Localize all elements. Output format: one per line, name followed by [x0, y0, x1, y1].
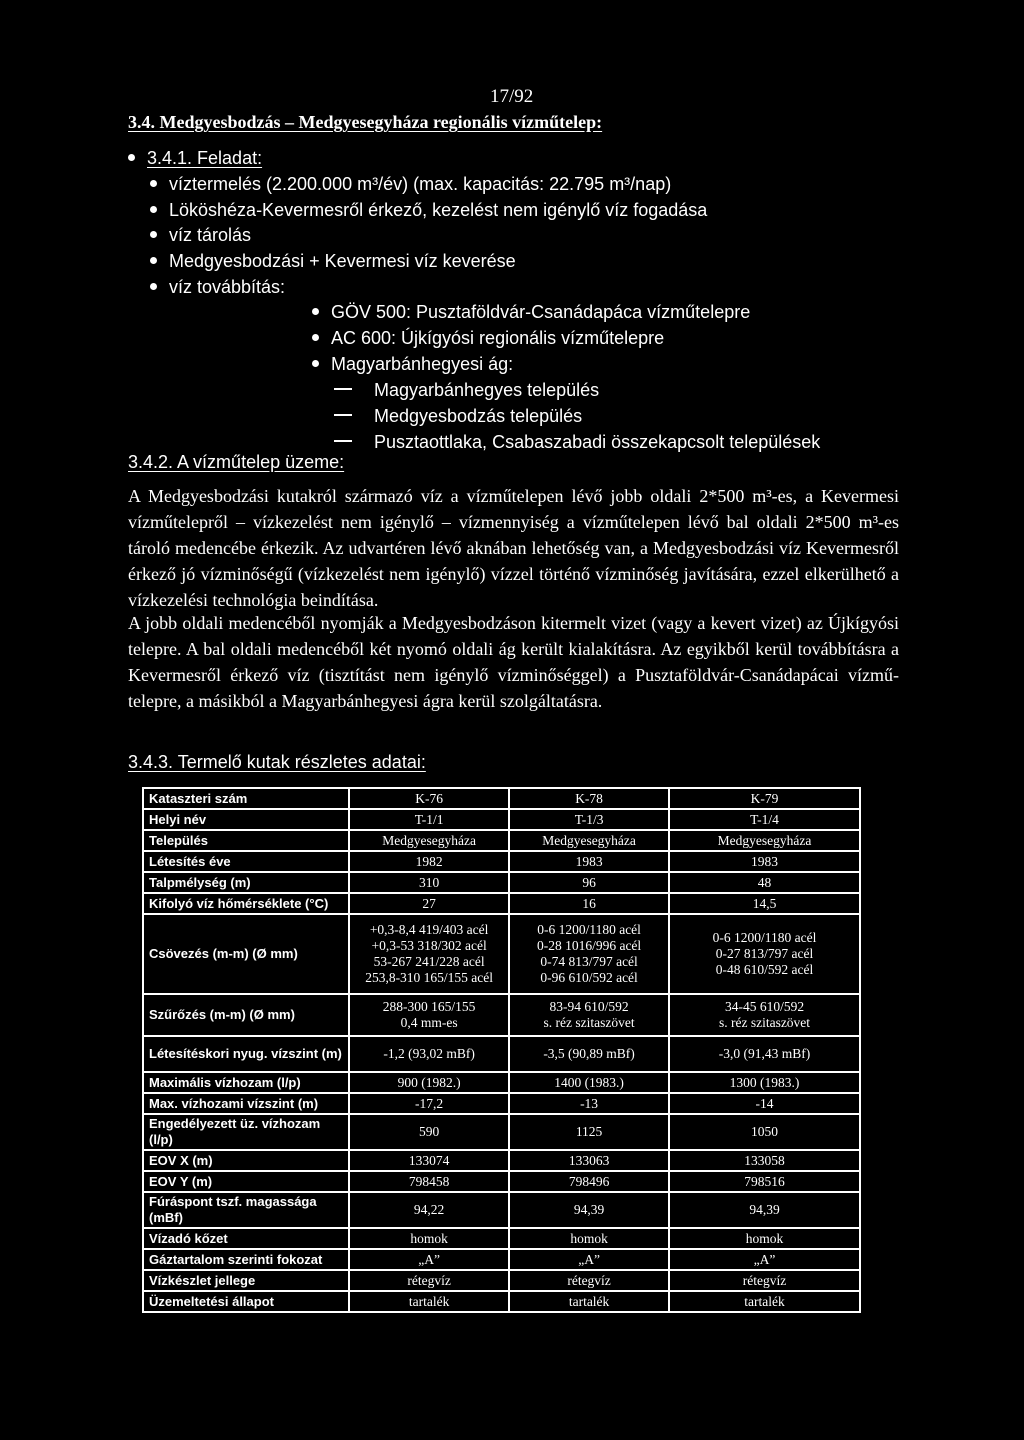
table-cell: 133058	[669, 1150, 860, 1171]
table-cell: K-78	[509, 788, 669, 809]
table-cell: -17,2	[349, 1093, 509, 1114]
table-row	[143, 1093, 860, 1114]
bullet-icon	[312, 360, 319, 367]
table-row	[143, 872, 860, 893]
table-row	[143, 1270, 860, 1291]
table-row	[143, 994, 860, 1036]
row-label: Település	[143, 830, 349, 851]
row-label: Max. vízhozami vízszint (m)	[143, 1093, 349, 1114]
table-cell: T-1/3	[509, 809, 669, 830]
branch-item-text: Medgyesbodzás település	[374, 406, 583, 426]
table-cell: 1125	[509, 1114, 669, 1150]
row-label: Létesítés éve	[143, 851, 349, 872]
table-row	[143, 914, 860, 994]
row-label: Kifolyó víz hőmérséklete (°C)	[143, 893, 349, 914]
branch-item-text: Magyarbánhegyes település	[374, 380, 600, 400]
task-item-text: víz továbbítás:	[169, 277, 286, 297]
table-cell: 0-6 1200/1180 acél 0-28 1016/996 acél 0-74 813/797 acél 0-96 610/592 acél	[509, 914, 669, 994]
table-cell: 94,22	[349, 1192, 509, 1228]
table-row	[143, 1171, 860, 1192]
branch-item-text: Pusztaottlaka, Csabaszabadi összekapcsolt települések	[374, 432, 821, 452]
table-row	[143, 830, 860, 851]
table-cell: +0,3-8,4 419/403 acél +0,3-53 318/302 acél 53-267 241/228 acél 253,8-310 165/155 acél	[349, 914, 509, 994]
bullet-icon	[150, 257, 157, 264]
bullet-icon	[150, 180, 157, 187]
dash-icon	[334, 414, 352, 416]
dash-icon	[334, 388, 352, 390]
transfer-item	[312, 354, 513, 375]
table-cell: T-1/4	[669, 809, 860, 830]
task-item	[150, 225, 251, 246]
wells-heading: 3.4.3. Termelő kutak részletes adatai:	[128, 752, 426, 772]
table-cell: 83-94 610/592 s. réz szitaszövet	[509, 994, 669, 1036]
transfer-item-text: AC 600: Újkígyósi regionális vízműtelepre	[331, 328, 665, 348]
table-cell: rétegvíz	[349, 1270, 509, 1291]
row-label: Gáztartalom szerinti fokozat	[143, 1249, 349, 1270]
page-number: 17/92	[490, 86, 534, 107]
table-cell: 1983	[669, 851, 860, 872]
table-row	[143, 1249, 860, 1270]
task-heading: 3.4.1. Feladat:	[147, 148, 263, 168]
row-label: EOV Y (m)	[143, 1171, 349, 1192]
row-label: Üzemeltetési állapot	[143, 1291, 349, 1312]
table-cell: Medgyesegyháza	[509, 830, 669, 851]
table-cell: 1400 (1983.)	[509, 1072, 669, 1093]
table-row	[143, 1150, 860, 1171]
table-cell: 798458	[349, 1171, 509, 1192]
table-cell: 16	[509, 893, 669, 914]
task-item-text: víztermelés (2.200.000 m³/év) (max. kapacitás: 22.795 m³/nap)	[169, 174, 672, 194]
operation-paragraph-1: A Medgyesbodzási kutakról származó víz a vízműtelepen lévő jobb oldali 2*500 m³-es, a Kevermesi vízműtelepről – vízkezelést nem igénylő – vízmennyiség a vízműtelepen lévő bal oldali 2*500 m³-es tároló medencébe érkezik. Az udvartéren lévő aknában lehetőség van, a Medgyesbodzási víz Kevermesről érkező jó vízminőségű (vízkezelést nem igénylő) vízzel történő vízminőség javítására, ezzel elkerülhető a vízkezelési technológia beindítása.	[128, 486, 899, 610]
table-cell: 14,5	[669, 893, 860, 914]
dash-icon	[334, 440, 352, 442]
table-cell: homok	[509, 1228, 669, 1249]
row-label: Szűrőzés (m-m) (Ø mm)	[143, 994, 349, 1036]
bullet-icon	[150, 231, 157, 238]
row-label: Fúráspont tszf. magassága (mBf)	[143, 1192, 349, 1228]
wells-table	[142, 787, 861, 1313]
table-cell: K-76	[349, 788, 509, 809]
task-item-text: víz tárolás	[169, 225, 252, 245]
table-cell: 94,39	[669, 1192, 860, 1228]
table-cell: K-79	[669, 788, 860, 809]
transfer-item	[312, 302, 750, 323]
table-row	[143, 851, 860, 872]
table-cell: 0-6 1200/1180 acél 0-27 813/797 acél 0-48 610/592 acél	[669, 914, 860, 994]
table-cell: tartalék	[669, 1291, 860, 1312]
table-row	[143, 1228, 860, 1249]
transfer-item	[312, 328, 664, 349]
transfer-item-text: Magyarbánhegyesi ág:	[331, 354, 514, 374]
table-cell: 1050	[669, 1114, 860, 1150]
table-cell: -3,5 (90,89 mBf)	[509, 1036, 669, 1072]
table-cell: 798496	[509, 1171, 669, 1192]
table-cell: tartalék	[349, 1291, 509, 1312]
table-cell: -13	[509, 1093, 669, 1114]
table-cell: 27	[349, 893, 509, 914]
table-cell: „A”	[349, 1249, 509, 1270]
row-label: Maximális vízhozam (l/p)	[143, 1072, 349, 1093]
table-cell: -14	[669, 1093, 860, 1114]
table-cell: 798516	[669, 1171, 860, 1192]
branch-item	[334, 432, 820, 453]
table-cell: „A”	[509, 1249, 669, 1270]
table-cell: homok	[669, 1228, 860, 1249]
operation-paragraph-2: A jobb oldali medencéből nyomják a Medgyesbodzáson kitermelt vizet (vagy a kevert vizet) az Újkígyósi telepre. A bal oldali medencéből két nyomó oldali ág került kialakításra. Az egyikből kerül továbbításra a Kevermesről érkező víz (tisztítást nem igénylő vízminőséggel) a Pusztaföldvár-Csanádapácai vízmű-telepre, a másikból a Magyarbánhegyesi ágra kerül szolgáltatásra.	[128, 613, 899, 711]
table-cell: 590	[349, 1114, 509, 1150]
table-cell: Medgyesegyháza	[669, 830, 860, 851]
table-row	[143, 1291, 860, 1312]
table-cell: 133074	[349, 1150, 509, 1171]
bullet-icon	[128, 154, 135, 161]
branch-item	[334, 406, 582, 427]
section-title: 3.4. Medgyesbodzás – Medgyesegyháza regionális vízműtelep:	[128, 112, 603, 132]
task-heading-line	[128, 148, 262, 169]
row-label: Vízkészlet jellege	[143, 1270, 349, 1291]
branch-item	[334, 380, 599, 401]
table-cell: 1983	[509, 851, 669, 872]
table-cell: 288-300 165/155 0,4 mm-es	[349, 994, 509, 1036]
task-item-text: Lököshéza-Kevermesről érkező, kezelést nem igénylő víz fogadása	[169, 200, 708, 220]
table-row	[143, 1114, 860, 1150]
table-cell: T-1/1	[349, 809, 509, 830]
task-item	[150, 174, 671, 195]
row-label: Talpmélység (m)	[143, 872, 349, 893]
table-cell: 310	[349, 872, 509, 893]
table-cell: „A”	[669, 1249, 860, 1270]
table-cell: 133063	[509, 1150, 669, 1171]
table-cell: 48	[669, 872, 860, 893]
table-cell: tartalék	[509, 1291, 669, 1312]
table-row	[143, 788, 860, 809]
table-cell: 34-45 610/592 s. réz szitaszövet	[669, 994, 860, 1036]
task-item	[150, 251, 516, 272]
table-row	[143, 1072, 860, 1093]
table-cell: 1982	[349, 851, 509, 872]
bullet-icon	[312, 334, 319, 341]
table-cell: 900 (1982.)	[349, 1072, 509, 1093]
table-cell: 94,39	[509, 1192, 669, 1228]
row-label: Létesítéskori nyug. vízszint (m)	[143, 1036, 349, 1072]
table-row	[143, 809, 860, 830]
table-cell: 96	[509, 872, 669, 893]
row-label: Csövezés (m-m) (Ø mm)	[143, 914, 349, 994]
task-item	[150, 277, 285, 298]
transfer-item-text: GÖV 500: Pusztaföldvár-Csanádapáca vízműtelepre	[331, 302, 751, 322]
table-row	[143, 1036, 860, 1072]
table-cell: -3,0 (91,43 mBf)	[669, 1036, 860, 1072]
table-row	[143, 1192, 860, 1228]
operation-heading: 3.4.2. A vízműtelep üzeme:	[128, 452, 345, 472]
table-cell: Medgyesegyháza	[349, 830, 509, 851]
row-label: Helyi név	[143, 809, 349, 830]
table-cell: homok	[349, 1228, 509, 1249]
row-label: Engedélyezett üz. vízhozam (l/p)	[143, 1114, 349, 1150]
bullet-icon	[312, 308, 319, 315]
table-cell: -1,2 (93,02 mBf)	[349, 1036, 509, 1072]
table-cell: rétegvíz	[669, 1270, 860, 1291]
row-label: Kataszteri szám	[143, 788, 349, 809]
task-item	[150, 200, 707, 221]
table-cell: 1300 (1983.)	[669, 1072, 860, 1093]
bullet-icon	[150, 206, 157, 213]
task-item-text: Medgyesbodzási + Kevermesi víz keverése	[169, 251, 516, 271]
row-label: EOV X (m)	[143, 1150, 349, 1171]
table-cell: rétegvíz	[509, 1270, 669, 1291]
bullet-icon	[150, 283, 157, 290]
row-label: Vízadó kőzet	[143, 1228, 349, 1249]
table-row	[143, 893, 860, 914]
